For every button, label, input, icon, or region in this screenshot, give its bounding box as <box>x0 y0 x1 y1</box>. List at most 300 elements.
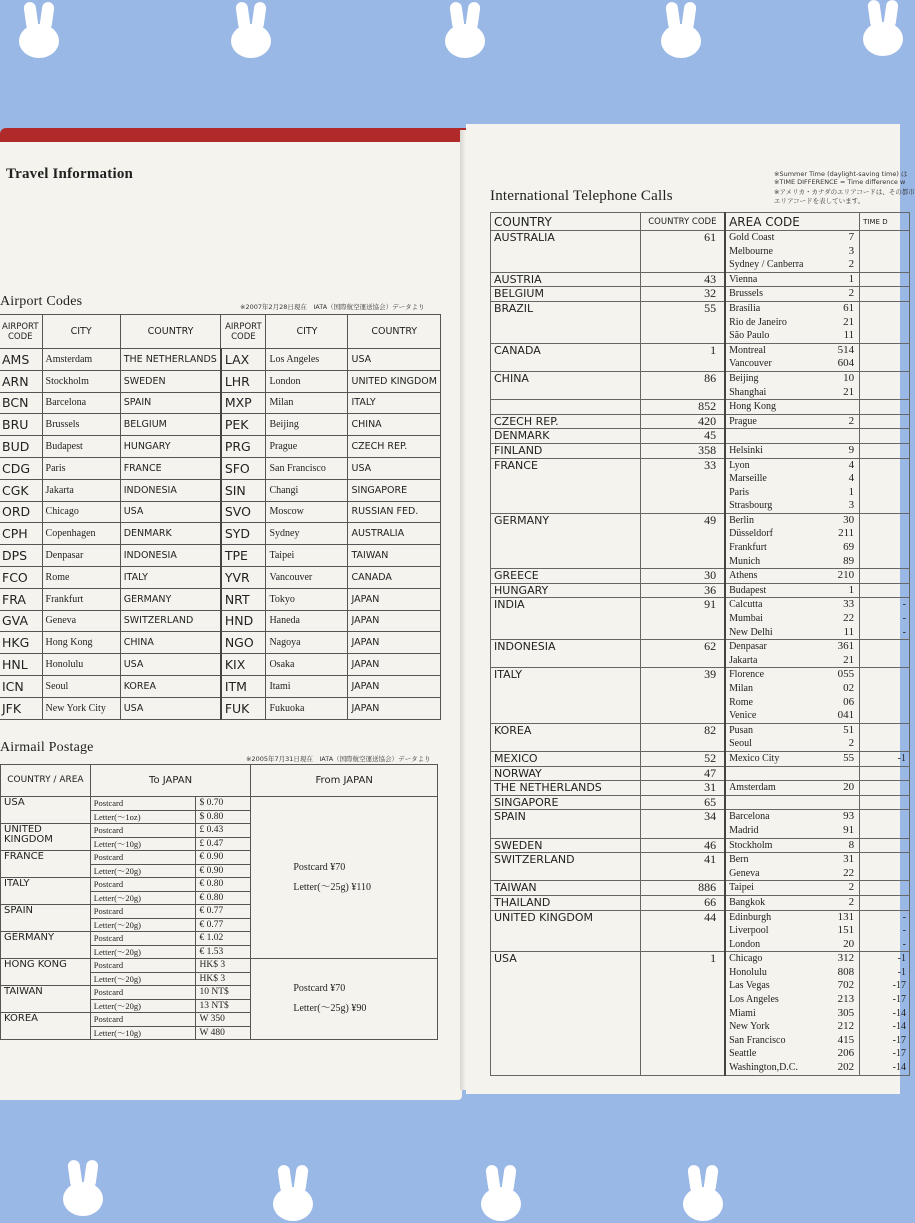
airport-country: USA <box>348 349 441 371</box>
tel-area-codes <box>725 838 860 853</box>
area-city: Hong Kong <box>729 401 777 413</box>
area-city: Milan <box>729 683 753 694</box>
area-code-item <box>729 527 856 541</box>
area-code-item <box>729 372 856 386</box>
country-code: 39 <box>704 667 717 682</box>
area-code-item <box>729 429 856 443</box>
tel-country-code <box>640 301 725 343</box>
area-code-item <box>729 1007 856 1021</box>
tel-area-codes <box>725 414 860 429</box>
area-code-item <box>729 911 856 925</box>
area-code-item <box>729 668 856 682</box>
area-city: Seoul <box>729 738 752 750</box>
table-row <box>491 810 910 838</box>
spacer <box>494 472 637 486</box>
area-code-item <box>729 459 856 473</box>
from-japan-rate: Letter(～25g) ¥90 <box>293 1003 367 1014</box>
tel-time-diff <box>860 458 910 513</box>
country-name: CZECH REP. <box>494 414 559 428</box>
airport-code: NRT <box>221 588 266 610</box>
tel-country <box>491 668 641 723</box>
tel-area-codes <box>725 766 860 781</box>
from-japan-rates-a <box>251 797 438 959</box>
tel-area-codes <box>725 895 860 910</box>
tel-time-diff <box>860 231 910 273</box>
airport-country: UNITED KINGDOM <box>348 370 441 392</box>
area-code-item <box>729 993 856 1007</box>
area-code: 02 <box>843 682 855 694</box>
country-name: SPAIN <box>494 810 526 824</box>
spacer <box>644 1034 716 1048</box>
spacer <box>494 966 637 980</box>
spacer <box>494 824 637 838</box>
spacer <box>644 245 716 259</box>
table-row <box>491 301 910 343</box>
airport-code: FCO <box>0 566 42 588</box>
area-code: 305 <box>837 1006 855 1019</box>
postage-type: Letter(～20g) <box>90 999 196 1013</box>
area-code: 4 <box>848 458 855 471</box>
country-name: THE NETHERLANDS <box>494 781 602 795</box>
area-code: 22 <box>843 866 855 879</box>
airport-city: Changi <box>266 479 348 501</box>
area-city: Helsinki <box>729 444 763 456</box>
table-row <box>491 343 910 371</box>
table-row <box>0 610 441 632</box>
area-city: Geneva <box>729 867 760 879</box>
airport-code: DPS <box>0 545 42 567</box>
airport-code-header: AIRPORT CODE <box>221 315 266 349</box>
airport-city: San Francisco <box>266 457 348 479</box>
airport-city: Haneda <box>266 610 348 632</box>
tel-area-codes <box>725 231 860 273</box>
airport-country: DENMARK <box>120 523 221 545</box>
tel-time-diff <box>860 895 910 910</box>
area-city: Melbourne <box>729 245 773 257</box>
spacer <box>644 938 716 952</box>
from-japan-rate: Postcard ¥70 <box>293 983 346 994</box>
airport-city: Amsterdam <box>42 349 120 371</box>
postage-area: UNITED KINGDOM <box>1 824 91 851</box>
area-city: Denpasar <box>729 641 767 653</box>
area-code: 210 <box>837 569 855 582</box>
spacer <box>494 867 637 881</box>
tel-country-code <box>640 598 725 640</box>
area-city: Mexico City <box>729 752 780 764</box>
airport-country: USA <box>120 501 221 523</box>
tel-time-diff <box>860 795 910 810</box>
airport-city: Prague <box>266 436 348 458</box>
tel-country <box>491 952 641 1075</box>
airport-city: London <box>266 370 348 392</box>
postage-value: € 1.02 <box>196 932 251 946</box>
postage-area: HONG KONG <box>1 959 91 986</box>
area-code-item <box>729 329 856 343</box>
area-code <box>854 400 856 414</box>
country-code: 62 <box>704 639 717 654</box>
postage-type: Letter(～10g) <box>90 837 196 851</box>
area-code-item <box>729 696 856 710</box>
travel-info-title: Travel Information <box>6 166 134 182</box>
airport-code: CGK <box>0 479 42 501</box>
airport-country: INDONESIA <box>120 479 221 501</box>
spacer <box>494 682 637 696</box>
spacer <box>644 867 716 881</box>
airport-country: ITALY <box>120 566 221 588</box>
airport-country: GERMANY <box>120 588 221 610</box>
postage-value: HK$ 3 <box>196 959 251 973</box>
country-header: COUNTRY <box>120 315 221 349</box>
area-city: New York <box>729 1021 770 1033</box>
area-city: Rio de Janeiro <box>729 316 787 328</box>
spacer <box>644 924 716 938</box>
area-city: Prague <box>729 415 757 427</box>
airport-country: SWITZERLAND <box>120 610 221 632</box>
area-city: Venice <box>729 710 757 722</box>
country-header: COUNTRY <box>348 315 441 349</box>
tel-time-diff <box>860 598 910 640</box>
area-city: Vienna <box>729 273 758 285</box>
bunny-icon <box>860 0 906 58</box>
area-code-item <box>729 486 856 500</box>
table-row <box>491 272 910 287</box>
tel-time-diff <box>860 910 910 952</box>
tel-area-codes <box>725 853 860 881</box>
postage-type: Postcard <box>90 797 196 811</box>
tel-country-code <box>640 751 725 766</box>
tel-country-code <box>640 668 725 723</box>
table-row <box>0 675 441 697</box>
country-name: BELGIUM <box>494 287 544 301</box>
country-name: HUNGARY <box>494 583 549 597</box>
area-city: Strasbourg <box>729 500 773 512</box>
postage-type: Postcard <box>90 905 196 919</box>
time-diff-value: -17 <box>892 994 906 1006</box>
country-code: 43 <box>704 271 717 286</box>
area-code-item <box>729 415 856 429</box>
table-row <box>1 959 438 973</box>
country-code: 852 <box>698 399 717 414</box>
tel-area-codes <box>725 810 860 838</box>
area-code-item <box>729 924 856 938</box>
bunny-icon <box>442 2 488 60</box>
airport-code: YVR <box>221 566 266 588</box>
tel-country-code <box>640 583 725 598</box>
spacer <box>644 993 716 1007</box>
area-code-item <box>729 302 856 316</box>
time-diff-value: -1 <box>897 752 906 764</box>
tel-area-codes <box>725 668 860 723</box>
tel-country-code <box>640 569 725 584</box>
area-code-item <box>729 344 856 358</box>
airport-code: NGO <box>221 632 266 654</box>
left-page <box>0 142 462 1100</box>
area-code: 206 <box>837 1047 855 1060</box>
country-code: 91 <box>704 597 717 612</box>
area-code: 702 <box>837 979 855 992</box>
country-code: 31 <box>704 780 717 795</box>
tel-country-code <box>640 853 725 881</box>
spacer <box>494 696 637 710</box>
area-code: 3 <box>848 244 855 257</box>
table-row <box>0 370 441 392</box>
tel-area-codes <box>725 723 860 751</box>
area-code: 8 <box>848 838 855 851</box>
country-code: 66 <box>704 894 717 909</box>
airport-code: BCN <box>0 392 42 414</box>
area-code: 11 <box>843 329 855 342</box>
tel-country-code <box>640 910 725 952</box>
area-code: 1 <box>848 272 855 285</box>
area-code: 11 <box>843 625 855 638</box>
airport-city: Seoul <box>42 675 120 697</box>
tel-country <box>491 795 641 810</box>
time-diff-value: -1 <box>897 966 906 978</box>
tel-country-code <box>640 795 725 810</box>
time-diff-header: TIME D <box>860 213 910 231</box>
airport-city: Moscow <box>266 501 348 523</box>
country-code: 886 <box>698 880 717 895</box>
tel-area-codes <box>725 429 860 444</box>
area-code: 2 <box>848 881 855 894</box>
tel-time-diff <box>860 640 910 668</box>
airport-city: Honolulu <box>42 654 120 676</box>
postage-value: $ 0.70 <box>196 797 251 811</box>
tel-country <box>491 301 641 343</box>
table-row <box>0 523 441 545</box>
country-code: 55 <box>704 300 717 315</box>
airport-city: Sydney <box>266 523 348 545</box>
airport-code: PEK <box>221 414 266 436</box>
tel-area-codes <box>725 751 860 766</box>
area-code: 7 <box>848 231 855 243</box>
area-city: Honolulu <box>729 966 767 978</box>
area-code: 21 <box>843 315 855 328</box>
area-code-item <box>729 1020 856 1034</box>
tel-country-code <box>640 400 725 415</box>
from-japan-rate: Postcard ¥70 <box>293 861 346 873</box>
postage-type: Letter(～20g) <box>90 945 196 959</box>
table-row <box>0 392 441 414</box>
airport-city: Hong Kong <box>42 632 120 654</box>
area-code-item <box>729 598 856 612</box>
airport-codes-title: Airport Codes <box>0 294 83 309</box>
airport-code: CPH <box>0 523 42 545</box>
tel-time-diff <box>860 443 910 458</box>
spacer <box>644 1047 716 1061</box>
tel-time-diff <box>860 371 910 399</box>
area-code: 415 <box>837 1033 855 1046</box>
country-name: AUSTRIA <box>494 272 542 286</box>
spacer <box>494 541 637 555</box>
spacer <box>644 682 716 696</box>
bunny-icon <box>228 2 274 60</box>
country-name: SINGAPORE <box>494 795 559 809</box>
area-code-item <box>729 867 856 881</box>
postage-type: Postcard <box>90 986 196 1000</box>
airport-country: THE NETHERLANDS <box>120 349 221 371</box>
tel-time-diff <box>860 569 910 584</box>
postage-type: Letter(～10g) <box>90 1026 196 1040</box>
table-row <box>491 231 910 273</box>
spacer <box>644 824 716 838</box>
table-row <box>0 697 441 719</box>
airport-code: CDG <box>0 457 42 479</box>
airport-city: Milan <box>266 392 348 414</box>
country-code: 36 <box>704 582 717 597</box>
time-diff-value: -17 <box>892 1034 906 1046</box>
area-code: 2 <box>848 414 855 427</box>
area-code: 61 <box>843 301 855 314</box>
spacer <box>494 316 637 330</box>
airport-code: LHR <box>221 370 266 392</box>
table-row <box>0 632 441 654</box>
airport-code: ICN <box>0 675 42 697</box>
table-row <box>491 910 910 952</box>
airport-country: JAPAN <box>348 697 441 719</box>
postage-type: Postcard <box>90 878 196 892</box>
area-code: 055 <box>837 668 855 681</box>
area-city: Seattle <box>729 1048 757 1060</box>
country-code: 82 <box>704 722 717 737</box>
area-code: 4 <box>848 472 855 485</box>
time-diff-value: -14 <box>892 1062 906 1074</box>
airport-country: JAPAN <box>348 588 441 610</box>
area-code: 33 <box>843 598 855 611</box>
table-row <box>491 429 910 444</box>
spacer <box>644 541 716 555</box>
airport-code: PRG <box>221 436 266 458</box>
bunny-icon <box>16 2 62 60</box>
time-diff-value: - <box>902 911 906 923</box>
time-diff-value: - <box>902 613 906 625</box>
tel-country-code <box>640 287 725 302</box>
airport-city: Jakarta <box>42 479 120 501</box>
airport-city: Vancouver <box>266 566 348 588</box>
area-header: COUNTRY / AREA <box>1 765 91 797</box>
airport-country: CHINA <box>120 632 221 654</box>
tel-time-diff <box>860 287 910 302</box>
table-row <box>491 458 910 513</box>
tel-area-codes <box>725 400 860 415</box>
table-row <box>491 443 910 458</box>
country-name: MEXICO <box>494 751 538 765</box>
telephone-title: International Telephone Calls <box>490 188 673 204</box>
area-code: 041 <box>837 709 855 722</box>
tel-time-diff <box>860 272 910 287</box>
bunny-icon <box>658 2 704 60</box>
postage-table <box>0 764 438 1040</box>
area-code: 361 <box>837 640 855 653</box>
airport-table <box>0 314 441 720</box>
airport-country: JAPAN <box>348 654 441 676</box>
spacer <box>494 357 637 371</box>
country-name: FRANCE <box>494 458 538 472</box>
postage-type: Postcard <box>90 959 196 973</box>
area-code: 604 <box>837 357 855 370</box>
airport-note: ※2007年2月28日現在 IATA（国際航空運送協会）データより <box>240 303 425 311</box>
area-city: Barcelona <box>729 811 770 823</box>
spacer <box>494 993 637 1007</box>
area-code: 51 <box>843 723 855 736</box>
spacer <box>494 979 637 993</box>
tel-country <box>491 569 641 584</box>
airport-city: New York City <box>42 697 120 719</box>
country-name: GREECE <box>494 569 539 583</box>
area-code-item <box>729 810 856 824</box>
table-row <box>0 501 441 523</box>
area-city: Vancouver <box>729 358 772 370</box>
table-row <box>0 654 441 676</box>
spacer <box>644 1007 716 1021</box>
table-row <box>491 414 910 429</box>
tel-time-diff <box>860 751 910 766</box>
spacer <box>644 486 716 500</box>
area-code-item <box>729 853 856 867</box>
tel-country-code <box>640 952 725 1075</box>
airport-code: FRA <box>0 588 42 610</box>
time-diff-value: -17 <box>892 980 906 992</box>
time-diff-value: -17 <box>892 1048 906 1060</box>
spacer <box>494 1034 637 1048</box>
area-city: Montreal <box>729 344 766 356</box>
table-row <box>491 795 910 810</box>
area-code: 514 <box>837 343 855 356</box>
tel-country-code <box>640 443 725 458</box>
airport-country: BELGIUM <box>120 414 221 436</box>
tel-area-codes <box>725 952 860 1075</box>
postage-value: € 0.90 <box>196 864 251 878</box>
country-name: GERMANY <box>494 513 550 527</box>
airport-code: MXP <box>221 392 266 414</box>
spacer <box>644 1061 716 1075</box>
postage-value: W 350 <box>196 1013 251 1027</box>
area-code-item <box>729 444 856 458</box>
table-row <box>491 766 910 781</box>
postage-type: Letter(～1oz) <box>90 810 196 824</box>
airport-code: BUD <box>0 436 42 458</box>
area-code: 21 <box>843 385 855 398</box>
airport-city: Fukuoka <box>266 697 348 719</box>
airport-city: Denpasar <box>42 545 120 567</box>
tel-country-code <box>640 343 725 371</box>
airport-code: LAX <box>221 349 266 371</box>
tel-country <box>491 272 641 287</box>
area-city: New Delhi <box>729 626 773 638</box>
tel-area-codes <box>725 795 860 810</box>
tel-note-4: エリアコードを表しています。 <box>774 197 865 205</box>
area-code-item <box>729 896 856 910</box>
tel-country <box>491 429 641 444</box>
right-page <box>466 124 915 1094</box>
country-code-header: COUNTRY CODE <box>640 213 725 231</box>
table-row <box>0 479 441 501</box>
airport-country: SWEDEN <box>120 370 221 392</box>
area-code-item <box>729 555 856 569</box>
area-city: Munich <box>729 555 761 567</box>
area-city: São Paulo <box>729 330 770 342</box>
postage-value: $ 0.80 <box>196 810 251 824</box>
country-name: AUSTRALIA <box>494 231 555 244</box>
country-name: DENMARK <box>494 429 550 443</box>
postage-value: € 0.90 <box>196 851 251 865</box>
area-code-item <box>729 584 856 598</box>
country-name: USA <box>494 952 517 966</box>
spacer <box>494 626 637 640</box>
airport-code: HKG <box>0 632 42 654</box>
spacer <box>494 499 637 513</box>
tel-time-diff <box>860 513 910 568</box>
